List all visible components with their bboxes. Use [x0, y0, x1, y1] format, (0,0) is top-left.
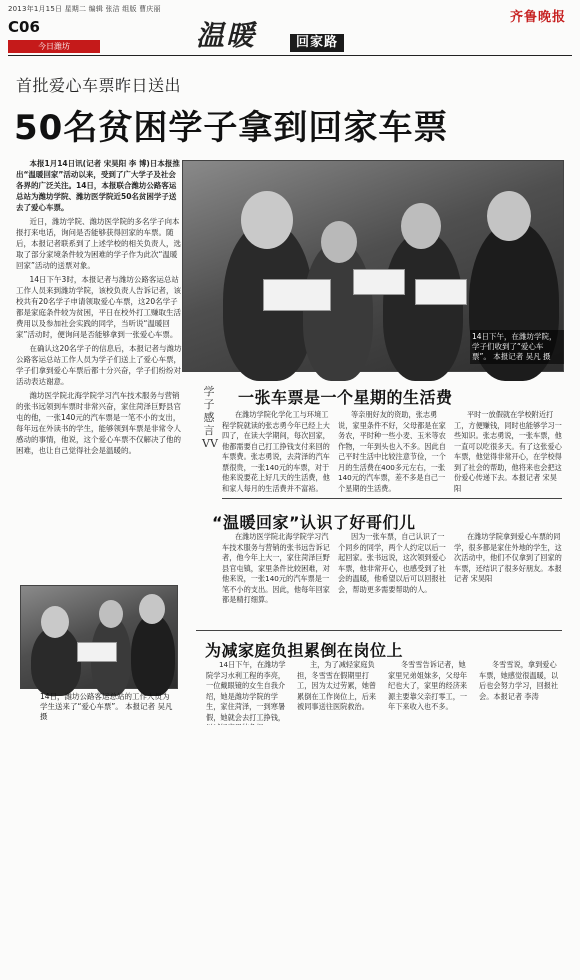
main-photo-caption: 14日下午，在潍坊学院，学子们收到了“爱心车票”。 本报记者 吴凡 摄	[470, 330, 564, 364]
paragraph: 冬雪雪告诉记者，她家里兄弟姐妹多，父母年纪也大了，家里的经济来源主要靠父亲打零工，一年下来收入也不多。	[388, 660, 468, 711]
newspaper-logo: 齐鲁晚报	[509, 10, 566, 25]
secondary-photo	[20, 585, 178, 689]
page-bottom-margin	[0, 725, 580, 980]
page-meta: 2013年1月15日 星期二 编辑 张洁 组版 曹庆丽	[8, 5, 161, 13]
article-body	[206, 660, 562, 720]
article-title: 一张车票是一个星期的生活费	[238, 388, 453, 407]
paragraph: 本报1月14日讯(记者 宋昊阳 李 博)日本报推出“温暖回家”活动以来，受到了广大学子及社会各界的广泛关注。14日，本报联合潍坊公路客运总站为潍坊学院、潍坊医学院近50名贫困学子送去了爱心车票。	[16, 159, 180, 212]
article-body	[222, 532, 562, 606]
article-title: “温暖回家”认识了好哥们儿	[212, 513, 416, 532]
headline: 50名贫困学子拿到回家车票	[14, 108, 449, 148]
paragraph: 14日下午，在潍坊学院学习水利工程的李亮，一位戴眼镜的女生自我介绍，她是潍坊学院的学生，家住菏泽，一到寒暑假，她就会去打工挣钱，	[206, 660, 286, 722]
sidebar-label: 学子感言VV	[202, 385, 218, 450]
paragraph: 在潍坊学院拿到爱心车票的同学，很多都是家住外地的学生，这次活动中，他们不仅拿到了回家的车票，还结识了很多好朋友。本报记者 宋昊阳	[454, 532, 562, 583]
paragraph: 在潍坊学院化学化工与环境工程学院就读的张志勇今年已经上大四了，在读大学期间，每次回家，他都需要自己打工挣钱支付来回的车票费。张志勇说，去菏泽的汽车票很贵，一张140元的车票，对于他来说要花上好几天的生活费，他和家人每月的生活费并不富裕。	[222, 410, 330, 493]
paragraph: 冬雪雪说，拿到爱心车票，她感觉很温暖，以后也会努力学习，回报社会。本报记者 李涛	[479, 660, 559, 701]
banner-subtitle: 回家路	[290, 34, 344, 52]
paragraph: 等亲朋好友的资助，张志勇说，家里条件不好，父母都是在家务农，平时种一些小麦、玉米等农作物，一年到头也入不多。因此自己平时生活中比较注意节俭，一个月的生活费在400多元左右，一张140元的汽车票，差不多是自己一个星期的生活费。	[338, 410, 446, 493]
paragraph: 主，为了减轻家庭负担，冬雪雪在假期里打工，因为太过劳累，她曾累倒在工作岗位上，后来被同事送往医院救治。	[297, 660, 377, 711]
paragraph: 因为一张车票，自己认识了一个同乡的同学，两个人约定以后一起回家。张书远说，这次领到爱心车票，他非常开心，也感受到了社会的温暖，他希望以后可以回报社会，帮助更多需要帮助的人。	[338, 532, 446, 594]
article-body	[222, 410, 562, 494]
secondary-photo-caption: 14日，潍坊公路客运总站的工作人员为学生送来了“爱心车票”。 本报记者 吴凡 摄	[40, 692, 173, 721]
header-rule	[8, 55, 572, 56]
divider	[196, 630, 562, 631]
section-tag: 今日潍坊	[8, 40, 100, 53]
paragraph: 14日下午3时，本报记者与潍坊公路客运总站工作人员来到潍坊学院，该校负责人告诉记者，该校共有20名学子申请领取爱心车票，这20名学子都是家庭条件较为贫困，平日在校外打工赚取生活费用以及参加社会实践的同学，当听说“温暖回家”活动时，便询问是否能够拿到一张爱心车票。	[16, 275, 181, 339]
paragraph: 在确认这20名学子的信息后，本报记者与潍坊公路客运总站工作人员为学子们送上了爱心车票，学子们拿到爱心车票后都十分兴奋，学子们纷纷对活动表达谢意。	[16, 344, 182, 386]
page-code: C06	[8, 18, 40, 36]
kicker: 首批爱心车票昨日送出	[16, 76, 182, 95]
paragraph: 近日，潍坊学院、潍坊医学院的多名学子向本报打来电话，询问是否能够获得回家的车票。随后，本报记者联系到了上述学校的相关负责人，选取了部分家境条件较为困难的学子作为此次“温暖回家”活动的送票对象。	[16, 217, 181, 270]
paragraph: 在潍坊医学院北海学院学习汽车技术服务与营销的张书远告诉记者，他今年上大一，家住菏泽巨野县官屯镇，家里条件比较困难，对他来说，一张140元的汽车票是一笔不小的支出。因此，他每年回家都是精打细算。	[222, 532, 330, 604]
lead-article-body	[16, 158, 182, 459]
divider	[222, 498, 562, 499]
banner-title: 温暖	[196, 19, 257, 52]
paragraph: 潍坊医学院北海学院学习汽车技术服务与营销的张书远领到车票时非常兴奋，家住菏泽巨野县官屯的他，一张140元的汽车票是一笔不小的支出，每年远在外读书的学生，能够领到车票是非常令人感动的事情，他说，这个爱心车票不仅解决了他的困难，也让自己觉得社会是温暖的。	[16, 391, 181, 455]
paragraph: 平时一放假就在学校附近打工，方便赚钱，同时也能够学习一些知识。张志勇说，一张车票，他一直可以吃很多天。有了这张爱心车票，他觉得非常开心，在学校得到了社会的帮助，他将来也会把这份爱心传递下去。本报记者 宋昊阳	[454, 410, 562, 493]
article-title: 为减家庭负担累倒在岗位上	[205, 641, 404, 660]
